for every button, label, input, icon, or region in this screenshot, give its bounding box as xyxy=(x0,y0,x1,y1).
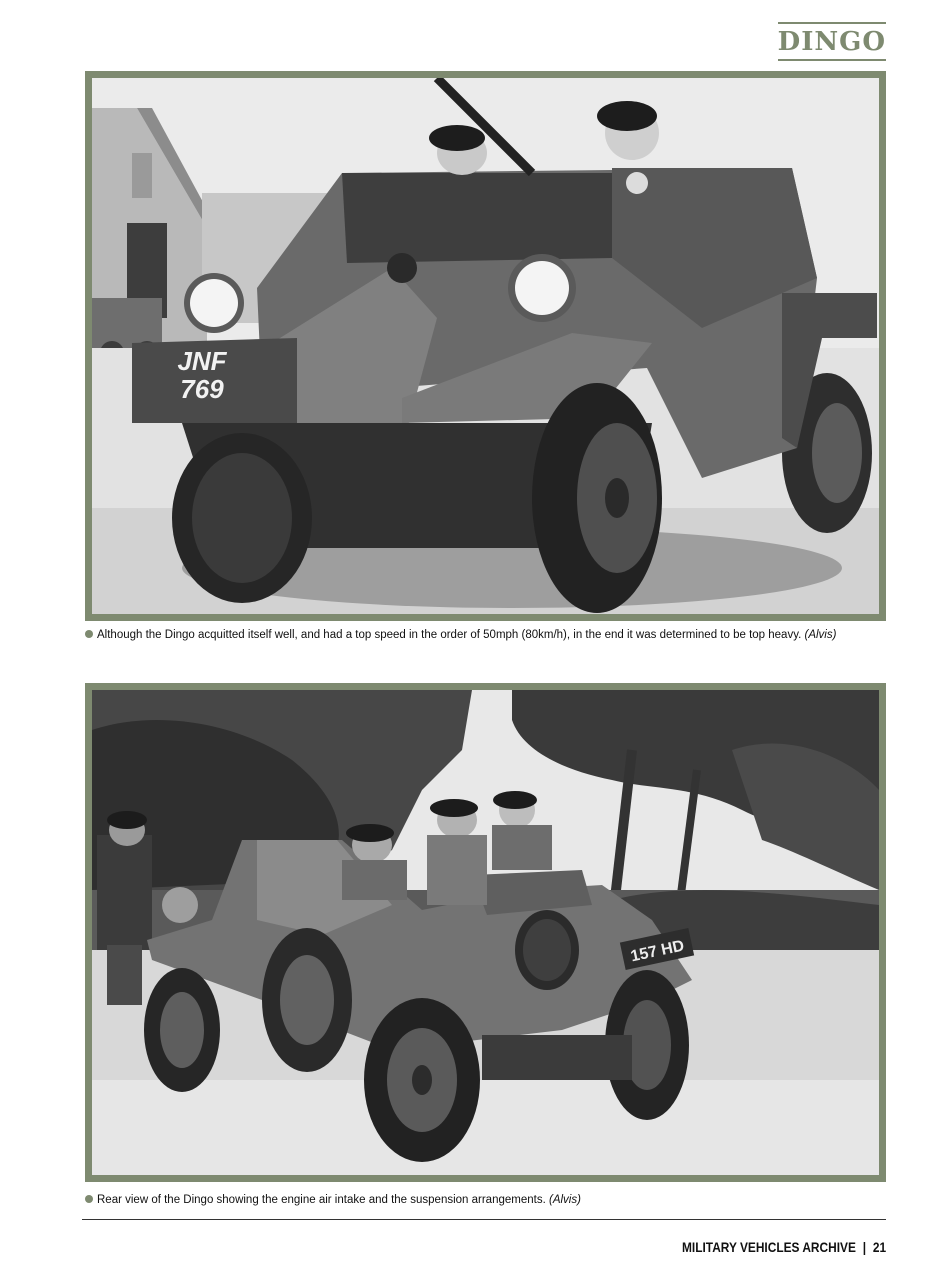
photo-credit: (Alvis) xyxy=(804,629,837,641)
publication-name: MILITARY VEHICLES ARCHIVE xyxy=(681,1239,856,1255)
photo-credit: (Alvis) xyxy=(548,1194,581,1206)
photo-caption-1 xyxy=(85,628,885,643)
caption-text: Although the Dingo acquitted itself well, and had a top speed in the order of 50mph (80km/h), in the end it was determined to be top heavy. xyxy=(97,629,802,641)
photo-dingo-rear xyxy=(85,683,886,1182)
page-footer xyxy=(682,1239,886,1255)
page-number: 21 xyxy=(872,1239,886,1255)
section-title: DINGO xyxy=(778,22,886,61)
footer-divider xyxy=(82,1219,886,1220)
caption-text: Rear view of the Dingo showing the engine air intake and the suspension arrangements. xyxy=(97,1194,546,1206)
photo-dingo-front xyxy=(85,71,886,621)
rear-plate-text: 157 HD xyxy=(629,937,686,966)
photo-dingo-front-image xyxy=(92,78,879,614)
plate-line2: 769 xyxy=(180,374,224,404)
footer-separator: | xyxy=(862,1239,866,1255)
plate-line1: JNF xyxy=(177,346,227,376)
photo-caption-2 xyxy=(85,1193,885,1208)
photo-dingo-rear-image xyxy=(92,690,879,1175)
caption-bullet-icon xyxy=(85,630,93,638)
caption-bullet-icon xyxy=(85,1195,93,1203)
